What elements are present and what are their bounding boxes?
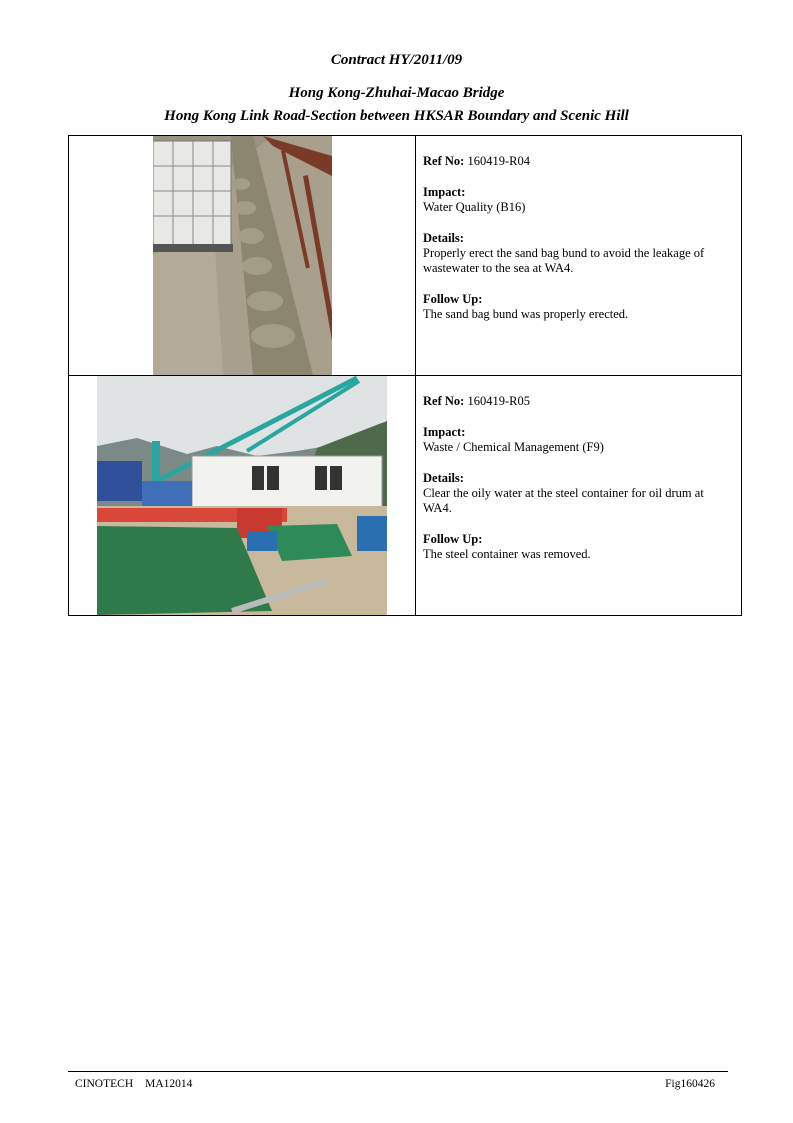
ref-number: 160419-R05: [467, 394, 530, 408]
impact-value: Waste / Chemical Management (F9): [423, 440, 604, 454]
impact-label: Impact:: [423, 425, 466, 439]
impact-value: Water Quality (B16): [423, 200, 526, 214]
followup-text: The sand bag bund was properly erected.: [423, 307, 629, 321]
photo-cell: [69, 136, 416, 376]
details-text: Properly erect the sand bag bund to avoid the leakage of wastewater to the sea at WA4.: [423, 246, 705, 275]
details-text: Clear the oily water at the steel container for oil drum at WA4.: [423, 486, 704, 515]
company-name: CINOTECH: [75, 1078, 134, 1090]
observation-table: [68, 135, 742, 616]
details-label: Details:: [423, 231, 464, 245]
followup-text: The steel container was removed.: [423, 547, 591, 561]
table-row: [69, 376, 742, 616]
impact-label: Impact:: [423, 185, 466, 199]
ref-number: 160419-R04: [467, 154, 530, 168]
project-title: Hong Kong-Zhuhai-Macao Bridge: [288, 85, 505, 101]
followup-label: Follow Up:: [423, 532, 483, 546]
site-photo-steel-container: [97, 376, 387, 615]
ref-label: Ref No:: [423, 154, 465, 168]
figure-number: Fig160426: [665, 1078, 715, 1090]
followup-label: Follow Up:: [423, 292, 483, 306]
site-photo-sandbag-bund: [153, 136, 332, 375]
ref-label: Ref No:: [423, 394, 465, 408]
details-label: Details:: [423, 471, 464, 485]
footer-divider: [68, 1071, 728, 1072]
table-row: [69, 136, 742, 376]
observation-details: [416, 376, 742, 616]
footer-left: [75, 1078, 192, 1090]
report-number: MA12014: [145, 1078, 193, 1090]
observation-details: [416, 136, 742, 376]
section-title: Hong Kong Link Road-Section between HKSAR Boundary and Scenic Hill: [164, 108, 629, 124]
photo-cell: [69, 376, 416, 616]
contract-title: Contract HY/2011/09: [330, 52, 463, 68]
